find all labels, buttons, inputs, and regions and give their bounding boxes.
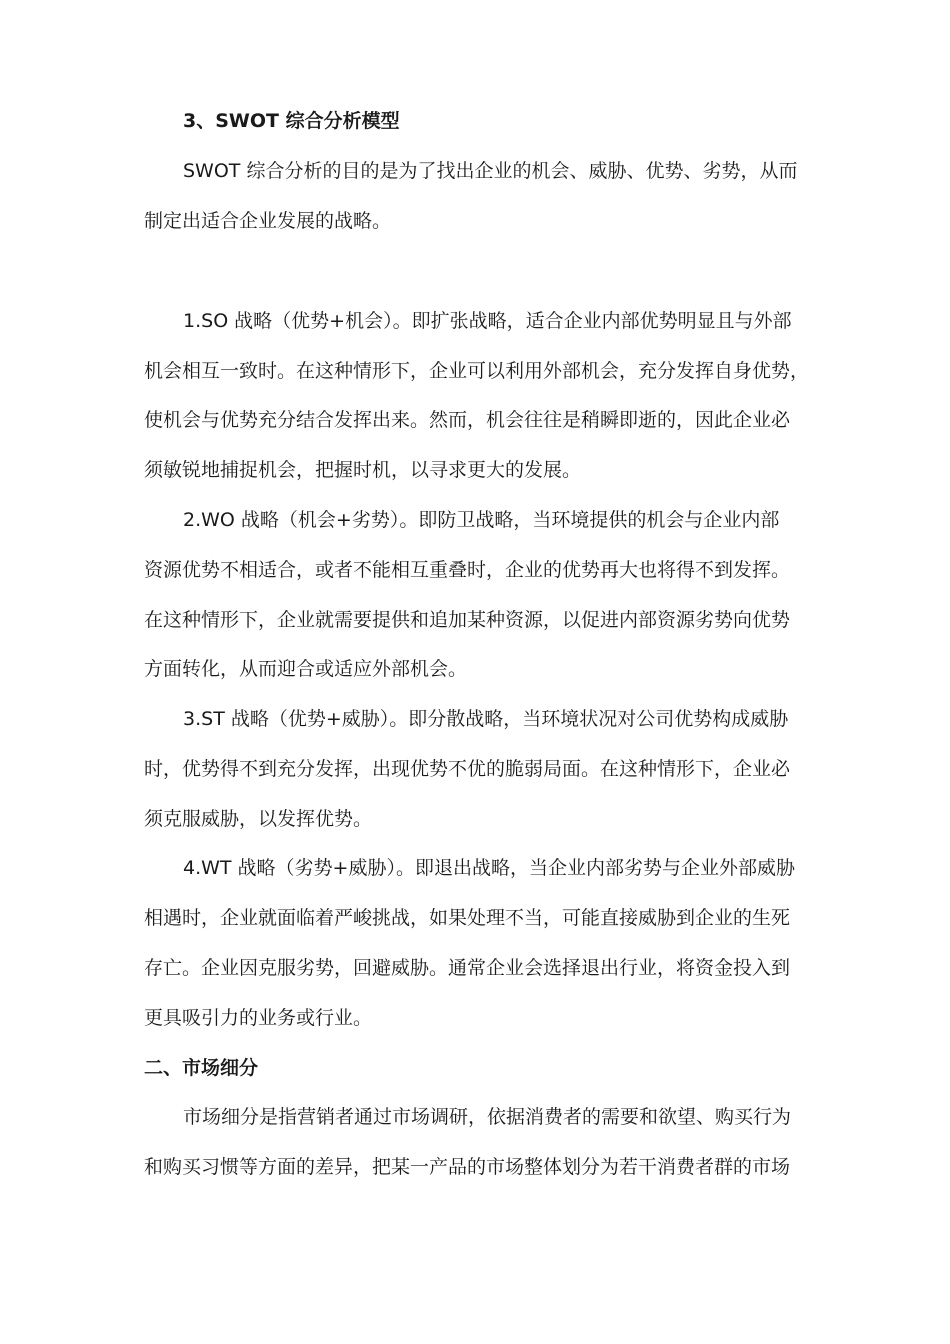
section-heading-market-segmentation: 二、市场细分 (144, 1057, 259, 1079)
paragraph-line: 在这种情形下，企业就需要提供和追加某种资源，以促进内部资源劣势向优势 (144, 609, 791, 631)
paragraph-line: 2.WO 战略（机会+劣势）。即防卫战略，当环境提供的机会与企业内部 (183, 509, 780, 531)
paragraph-line: 机会相互一致时。在这种情形下，企业可以利用外部机会，充分发挥自身优势， (144, 360, 810, 382)
paragraph-line: 资源优势不相适合，或者不能相互重叠时，企业的优势再大也将得不到发挥。 (144, 559, 791, 581)
paragraph-line: 制定出适合企业发展的战略。 (144, 210, 392, 232)
paragraph-line: 须克服威胁，以发挥优势。 (144, 808, 373, 830)
paragraph-line: 和购买习惯等方面的差异，把某一产品的市场整体划分为若干消费者群的市场 (144, 1156, 791, 1178)
paragraph-line: 4.WT 战略（劣势+威胁）。即退出战略，当企业内部劣势与企业外部威胁 (183, 857, 795, 879)
paragraph-line: 时，优势得不到充分发挥，出现优势不优的脆弱局面。在这种情形下，企业必 (144, 758, 791, 780)
paragraph-line: 更具吸引力的业务或行业。 (144, 1007, 373, 1029)
paragraph-line: 3.ST 战略（优势+威胁）。即分散战略，当环境状况对公司优势构成威胁 (183, 708, 789, 730)
section-heading-swot: 3、SWOT 综合分析模型 (183, 110, 400, 132)
paragraph-line: SWOT 综合分析的目的是为了找出企业的机会、威胁、优势、劣势，从而 (183, 160, 798, 182)
paragraph-line: 1.SO 战略（优势+机会）。即扩张战略，适合企业内部优势明显且与外部 (183, 310, 792, 332)
paragraph-line: 市场细分是指营销者通过市场调研，依据消费者的需要和欲望、购买行为 (183, 1106, 792, 1128)
paragraph-line: 方面转化，从而迎合或适应外部机会。 (144, 658, 468, 680)
paragraph-line: 使机会与优势充分结合发挥出来。然而，机会往往是稍瞬即逝的，因此企业必 (144, 409, 791, 431)
paragraph-line: 须敏锐地捕捉机会，把握时机，以寻求更大的发展。 (144, 459, 582, 481)
paragraph-line: 存亡。企业因克服劣势，回避威胁。通常企业会选择退出行业，将资金投入到 (144, 957, 791, 979)
paragraph-line: 相遇时，企业就面临着严峻挑战，如果处理不当，可能直接威胁到企业的生死 (144, 907, 791, 929)
